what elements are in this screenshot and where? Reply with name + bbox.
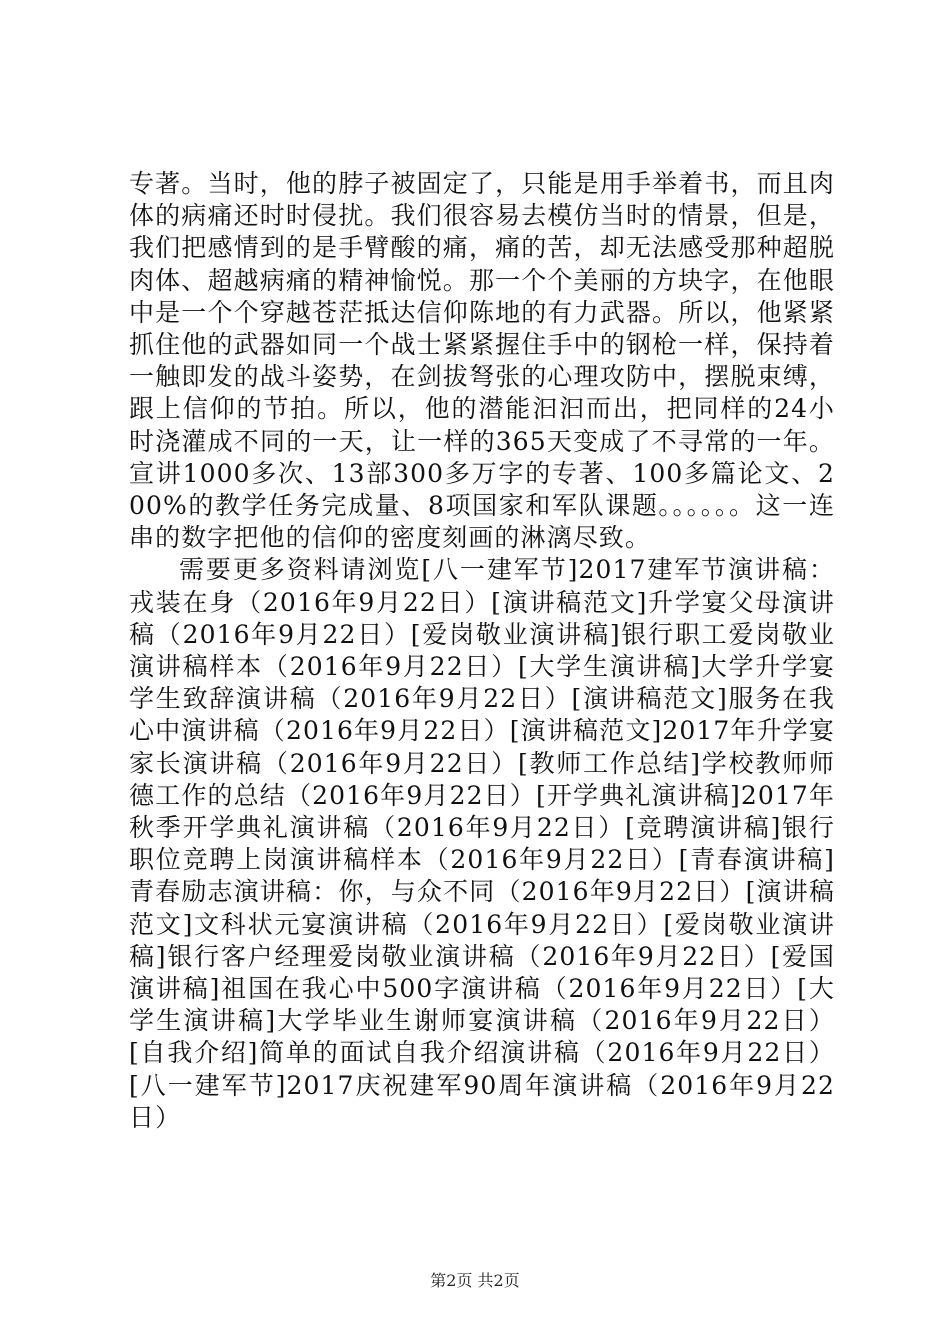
document-body bbox=[129, 168, 835, 1134]
page-footer: 第2页 共2页 bbox=[430, 1271, 520, 1290]
related-links-paragraph: 需要更多资料请浏览[八一建军节]2017建军节演讲稿：戎装在身（2016年9月22日）[演讲稿范文]升学宴父母演讲稿（2016年9月22日）[爱岗敬业演讲稿]银行职工爱岗敬业演讲稿样本（2016年9月22日）[大学生演讲稿]大学升学宴学生致辞演讲稿（2016年9月22日）[演讲稿范文]服务在我心中演讲稿（2016年9月22日）[演讲稿范文]2017年升学宴家长演讲稿（2016年9月22日）[教师工作总结]学校教师师德工作的总结（2016年9月22日）[开学典礼演讲稿]2017年秋季开学典礼演讲稿（2016年9月22日）[竞聘演讲稿]银行职位竞聘上岗演讲稿样本（2016年9月22日）[青春演讲稿]青春励志演讲稿：你，与众不同（2016年9月22日）[演讲稿范文]文科状元宴演讲稿（2016年9月22日）[爱岗敬业演讲稿]银行客户经理爱岗敬业演讲稿（2016年9月22日）[爱国演讲稿]祖国在我心中500字演讲稿（2016年9月22日）[大学生演讲稿]大学毕业生谢师宴演讲稿（2016年9月22日）[自我介绍]简单的面试自我介绍演讲稿（2016年9月22日）[八一建军节]2017庆祝建军90周年演讲稿（2016年9月22日） bbox=[129, 555, 835, 1132]
body-paragraph: 专著。当时，他的脖子被固定了，只能是用手举着书，而且肉体的病痛还时时侵扰。我们很容易去模仿当时的情景，但是，我们把感情到的是手臂酸的痛，痛的苦，却无法感受那种超脱肉体、超越病痛的精神愉悦。那一个个美丽的方块字，在他眼中是一个个穿越苍茫抵达信仰陈地的有力武器。所以，他紧紧抓住他的武器如同一个战士紧紧握住手中的钢枪一样，保持着一触即发的战斗姿势，在剑拔弩张的心理攻防中，摆脱束缚，跟上信仰的节拍。所以，他的潜能汩汩而出，把同样的24小时浇灌成不同的一天，让一样的365天变成了不寻常的一年。宣讲1000多次、13部300多万字的专著、100多篇论文、200%的教学任务完成量、8项国家和军队课题。。。。。。这一连串的数字把他的信仰的密度刻画的淋漓尽致。 bbox=[129, 169, 835, 553]
